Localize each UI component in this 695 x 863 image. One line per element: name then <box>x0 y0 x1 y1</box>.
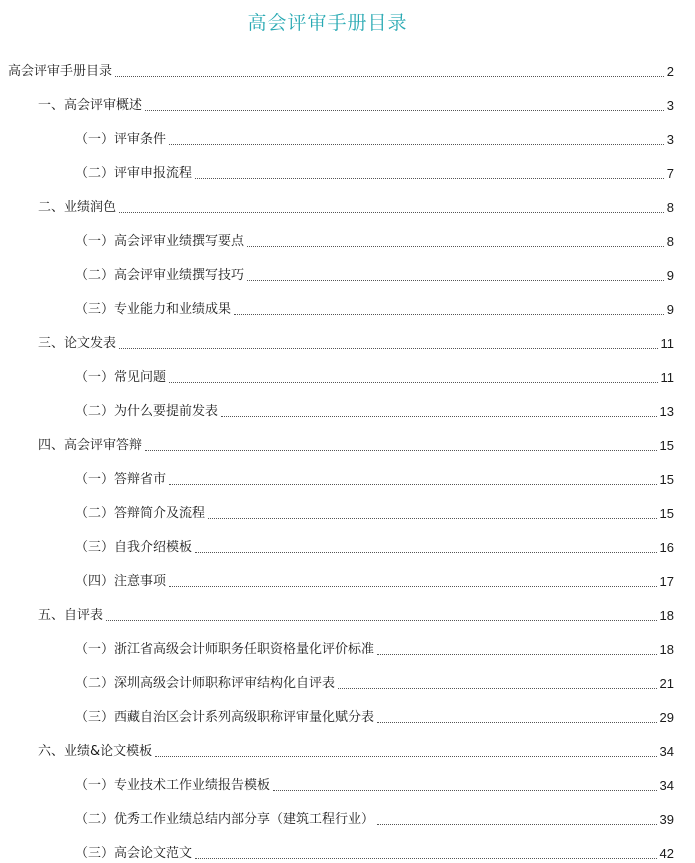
toc-page-number: 9 <box>666 302 674 317</box>
toc-entry[interactable] <box>75 557 674 591</box>
toc-entry-label: 四、高会评审答辩 <box>38 438 143 453</box>
toc-entry-label: 六、业绩&论文模板 <box>38 744 153 759</box>
toc-page-number: 8 <box>666 234 674 249</box>
toc-entry-label: （三）自我介绍模板 <box>75 540 193 555</box>
toc-dot-leader <box>115 75 664 77</box>
toc-page-number: 34 <box>659 744 674 759</box>
toc-dot-leader <box>208 517 657 519</box>
toc-page-number: 15 <box>659 472 674 487</box>
toc-page-number: 16 <box>659 540 674 555</box>
toc-entry[interactable] <box>38 183 674 217</box>
toc-entry-label: （三）高会论文范文 <box>75 846 193 861</box>
toc-page-number: 42 <box>659 846 674 861</box>
toc-page-number: 13 <box>659 404 674 419</box>
toc-page-number: 21 <box>659 676 674 691</box>
toc-entry-label: （一）答辩省市 <box>75 472 167 487</box>
toc-page-number: 15 <box>659 506 674 521</box>
toc-dot-leader <box>247 245 664 247</box>
toc-entry-label: （二）优秀工作业绩总结内部分享（建筑工程行业） <box>75 812 375 827</box>
toc-page-number: 15 <box>659 438 674 453</box>
toc-page-number: 18 <box>659 642 674 657</box>
toc-entry[interactable] <box>38 591 674 625</box>
toc-entry[interactable] <box>75 251 674 285</box>
toc-entry-label: （二）高会评审业绩撰写技巧 <box>75 268 245 283</box>
toc-dot-leader <box>377 653 657 655</box>
toc-entry[interactable] <box>75 149 674 183</box>
toc-dot-leader <box>195 551 657 553</box>
toc-dot-leader <box>234 313 664 315</box>
toc-entry[interactable] <box>75 489 674 523</box>
toc-entry-label: （三）专业能力和业绩成果 <box>75 302 232 317</box>
toc-dot-leader <box>195 177 664 179</box>
toc-entry-label: （二）评审申报流程 <box>75 166 193 181</box>
toc-dot-leader <box>377 823 657 825</box>
toc-dot-leader <box>221 415 657 417</box>
toc-page-number: 7 <box>666 166 674 181</box>
toc-entry[interactable] <box>75 353 674 387</box>
toc-entry[interactable] <box>38 421 674 455</box>
toc-page-number: 17 <box>659 574 674 589</box>
toc-entry[interactable] <box>75 115 674 149</box>
toc-dot-leader <box>169 143 664 145</box>
toc-entry[interactable] <box>38 727 674 761</box>
toc-dot-leader <box>169 585 657 587</box>
toc-entry[interactable] <box>75 455 674 489</box>
toc-entry[interactable] <box>75 217 674 251</box>
toc-entry-label: 二、业绩润色 <box>38 200 117 215</box>
toc-entry-label: 五、自评表 <box>38 608 104 623</box>
toc-entry-label: （一）常见问题 <box>75 370 167 385</box>
toc-entry[interactable] <box>8 47 674 81</box>
toc-dot-leader <box>145 449 657 451</box>
toc-page-number: 11 <box>660 336 674 351</box>
toc-entry-label: （二）为什么要提前发表 <box>75 404 219 419</box>
toc-dot-leader <box>169 483 657 485</box>
toc-page-number: 3 <box>666 132 674 147</box>
toc-entry[interactable] <box>75 285 674 319</box>
toc-entry[interactable] <box>75 693 674 727</box>
toc-page-number: 34 <box>659 778 674 793</box>
toc-entry-label: （二）深圳高级会计师职称评审结构化自评表 <box>75 676 336 691</box>
toc-entry[interactable] <box>38 81 674 115</box>
toc-dot-leader <box>106 619 657 621</box>
toc-entry[interactable] <box>75 659 674 693</box>
toc-entry[interactable] <box>38 319 674 353</box>
toc-dot-leader <box>119 347 657 349</box>
toc-dot-leader <box>195 857 657 859</box>
document-title: 高会评审手册目录 <box>247 12 408 34</box>
toc-entry-label: 一、高会评审概述 <box>38 98 143 113</box>
toc-dot-leader <box>169 381 657 383</box>
toc-page-number: 3 <box>666 98 674 113</box>
toc-entry[interactable] <box>75 625 674 659</box>
toc-dot-leader <box>247 279 664 281</box>
toc-entry-label: （二）答辩简介及流程 <box>75 506 206 521</box>
toc-page-number: 8 <box>666 200 674 215</box>
toc-page-number: 2 <box>666 64 674 79</box>
toc-entry-label: （一）评审条件 <box>75 132 167 147</box>
toc-page-number: 39 <box>659 812 674 827</box>
toc-entry[interactable] <box>75 761 674 795</box>
toc-entry-label: （一）专业技术工作业绩报告模板 <box>75 778 271 793</box>
toc-entry-label: （四）注意事项 <box>75 574 167 589</box>
toc-dot-leader <box>338 687 657 689</box>
toc-page-number: 18 <box>659 608 674 623</box>
toc-dot-leader <box>145 109 664 111</box>
toc-dot-leader <box>273 789 657 791</box>
toc-entry-label: （一）高会评审业绩撰写要点 <box>75 234 245 249</box>
toc-entry[interactable] <box>75 387 674 421</box>
toc-entry-label: （一）浙江省高级会计师职务任职资格量化评价标准 <box>75 642 375 657</box>
toc-entry-label: （三）西藏自治区会计系列高级职称评审量化赋分表 <box>75 710 375 725</box>
toc-entry[interactable] <box>75 523 674 557</box>
toc-page-number: 9 <box>666 268 674 283</box>
toc-entry-label: 高会评审手册目录 <box>8 64 113 79</box>
toc-page-number: 11 <box>660 370 674 385</box>
toc-entry-label: 三、论文发表 <box>38 336 117 351</box>
toc-entry[interactable] <box>75 829 674 863</box>
toc-page-number: 29 <box>659 710 674 725</box>
toc-entry[interactable] <box>75 795 674 829</box>
toc-dot-leader <box>155 755 656 757</box>
toc-dot-leader <box>119 211 664 213</box>
toc-dot-leader <box>377 721 657 723</box>
